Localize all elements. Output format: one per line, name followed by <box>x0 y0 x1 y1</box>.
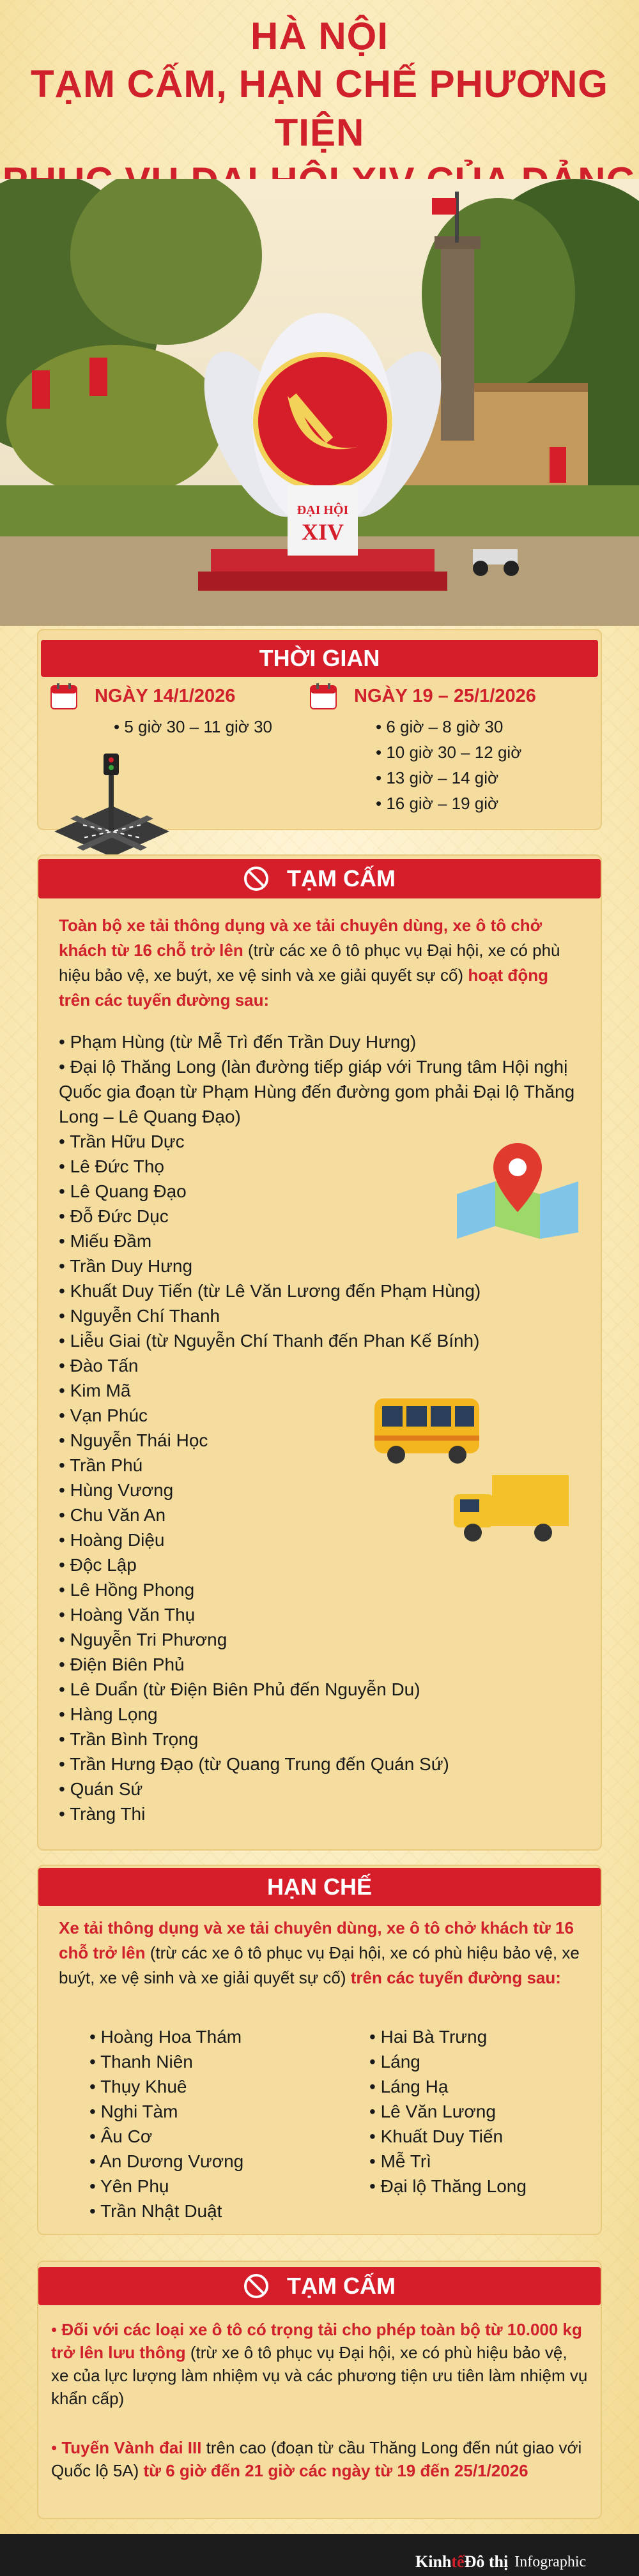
street-name: Trần Hữu Dực <box>70 1132 185 1151</box>
street-name: Lê Hồng Phong <box>70 1580 195 1600</box>
street-item <box>59 1353 583 1378</box>
map-pin-icon <box>450 1137 585 1239</box>
street-name: Hàng Lọng <box>70 1704 158 1724</box>
limit-intro-red-1: Xe tải thông dụng và xe tải chuyên dùng, xe ô tô chở khách <box>59 1918 529 1937</box>
calendar-icon <box>50 682 78 710</box>
street-name: Miếu Đầm <box>70 1231 152 1251</box>
ban2-item-2-red2: từ 6 giờ đến 21 giờ các ngày từ 19 đến 25/1/2026 <box>143 2461 528 2480</box>
emblem-text-1: ĐẠI HỘI <box>296 503 349 517</box>
time-item: • 5 giờ 30 – 11 giờ 30 <box>114 714 272 739</box>
title-line-1: HÀ NỘI <box>250 15 389 57</box>
street-item <box>59 1029 583 1054</box>
time-item: • 13 giờ – 14 giờ <box>376 765 521 791</box>
ban2-item-1-plain: (trừ xe ô tô phục vụ Đại hội, xe có phù hiệu bảo vệ, xe của lực lượng làm nhiệm vụ và các phương tiện ưu tiên làm nhiệm vụ khẩn cấp) <box>51 2343 588 2408</box>
street-item <box>59 1652 583 1677</box>
street-detail: (làn đường tiếp giáp với Trung tâm Hội nghị Quốc gia đoạn từ Phạm Hùng đến đường gom phải Đại lộ Thăng Long – Lê Quang Đạo) <box>59 1057 575 1126</box>
limit-street-item: • Thụy Khuê <box>89 2074 332 2099</box>
time-heading <box>41 640 598 677</box>
street-name: Trần Bình Trọng <box>70 1729 199 1749</box>
limit-street-item: • Yên Phụ <box>89 2174 332 2199</box>
limit-street-item: • Âu Cơ <box>89 2124 332 2149</box>
ban-intro-red-1: Toàn bộ xe tải thông dụng và xe tải chuyên dùng, xe ô tô chở <box>59 916 543 935</box>
street-name: Hùng Vương <box>70 1480 174 1500</box>
street-item <box>59 1777 583 1801</box>
limit-intro-red-3: trên <box>350 1968 382 1987</box>
street-item <box>59 1702 583 1727</box>
page-title <box>0 13 639 206</box>
street-name: Hoàng Văn Thụ <box>70 1605 196 1625</box>
left-time-list <box>114 714 272 739</box>
intersection-icon <box>51 748 173 857</box>
ban2-item-2-plain: trên cao (đoạn từ cầu Thăng Long đến nút giao với Quốc lộ 5A) <box>51 2438 582 2480</box>
street-item <box>59 1378 583 1403</box>
hero-photo <box>0 179 639 626</box>
street-item <box>59 1303 583 1328</box>
brand-logo: KinhtếĐô thị <box>415 2552 509 2571</box>
ban2-item-2: • Tuyến Vành đai III trên cao (đoạn từ cầu Thăng Long đến nút giao với Quốc lộ 5A) từ 6 giờ đến 21 giờ các ngày từ 19 đến 25/1/2026 <box>51 2438 582 2480</box>
limit-intro-plain: (trừ các xe ô tô phục vụ Đại hội, xe có phù hiệu bảo vệ, xe buýt, xe vệ sinh và xe giải quyết sự cố) <box>59 1943 580 1987</box>
no-entry-icon <box>243 866 269 891</box>
limit-street-item: • Láng Hạ <box>369 2074 587 2099</box>
limit-list-right <box>369 2024 587 2199</box>
no-entry-icon <box>243 2273 269 2299</box>
title-line-2: TẠM CẤM, HẠN CHẾ PHƯƠNG TIỆN <box>31 63 608 154</box>
street-name: Điện Biên Phủ <box>70 1655 185 1674</box>
limit-street-item: • Hai Bà Trưng <box>369 2024 587 2049</box>
street-name: Kim Mã <box>70 1381 131 1400</box>
street-detail: (từ Điện Biên Phủ đến Nguyễn Du) <box>137 1679 420 1699</box>
street-item <box>59 1801 583 1826</box>
limit-intro <box>59 1916 583 1990</box>
ban2-item-1-red: Đối với các loại xe ô tô có trọng tải cho phép toàn bộ từ 10.000 kg trở lên lưu thông <box>51 2320 582 2362</box>
limit-street-item: • Trần Nhật Duật <box>89 2199 332 2224</box>
ban-intro <box>59 913 583 1013</box>
street-detail: (từ Lê Văn Lương đến Phạm Hùng) <box>192 1281 481 1301</box>
street-item <box>59 1577 583 1602</box>
emblem-text-2: XIV <box>301 519 344 545</box>
street-item <box>59 1627 583 1652</box>
ban2-item-2-red: Tuyến Vành đai III <box>61 2438 202 2457</box>
right-date-text: NGÀY 19 – 25/1/2026 <box>354 685 536 706</box>
street-name: Tràng Thi <box>70 1804 146 1824</box>
ban-heading-text: TẠM CẤM <box>287 865 396 891</box>
ban-intro-red-2: khách từ 16 chỗ trở lên <box>59 941 243 960</box>
left-date-heading <box>50 682 235 710</box>
street-name: Đỗ Đức Dục <box>70 1206 169 1226</box>
limit-street-item: • Nghi Tàm <box>89 2099 332 2124</box>
street-detail: (từ Mễ Trì đến Trần Duy Hưng) <box>164 1032 417 1052</box>
street-detail: (từ Quang Trung đến Quán Sứ) <box>193 1754 449 1774</box>
street-item <box>59 1752 583 1777</box>
limit-street-item: • Hoàng Hoa Thám <box>89 2024 332 2049</box>
street-name: Trần Duy Hưng <box>70 1256 193 1276</box>
street-item <box>59 1677 583 1702</box>
calendar-icon <box>309 682 337 710</box>
time-item: • 16 giờ – 19 giờ <box>376 791 521 816</box>
street-item <box>59 1552 583 1577</box>
street-item <box>59 1328 583 1353</box>
street-name: Nguyễn Tri Phương <box>70 1630 227 1649</box>
street-item <box>59 1727 583 1752</box>
street-name: Quán Sứ <box>70 1779 143 1799</box>
limit-street-item: • Mễ Trì <box>369 2149 587 2174</box>
street-name: Liễu Giai <box>70 1331 141 1351</box>
brand-label: Infographic <box>514 2553 587 2570</box>
street-item <box>59 1428 583 1453</box>
street-name: Đại lộ Thăng Long <box>70 1057 216 1077</box>
street-name: Trần Hưng Đạo <box>70 1754 194 1774</box>
bus-icon <box>369 1391 484 1467</box>
ban2-heading-text: TẠM CẤM <box>287 2273 396 2299</box>
street-name: Đào Tấn <box>70 1356 139 1375</box>
street-name: Hoàng Diệu <box>70 1530 165 1550</box>
ban-heading <box>38 859 601 898</box>
limit-street-item: • Láng <box>369 2049 587 2074</box>
time-heading-text: THỜI GIAN <box>259 645 380 671</box>
limit-street-item: • An Dương Vương <box>89 2149 332 2174</box>
street-name: Độc Lập <box>70 1555 137 1575</box>
street-item <box>59 1054 583 1129</box>
right-time-list <box>376 714 521 816</box>
ban-intro-red-3: hoạt động trên các tuyến đường sau: <box>59 966 548 1010</box>
limit-street-item: • Đại lộ Thăng Long <box>369 2174 587 2199</box>
ban-intro-plain: (trừ các xe ô tô phục vụ Đại hội, xe có phù hiệu bảo vệ, xe buýt, xe vệ sinh và xe giải quyết sự cố) <box>59 941 560 985</box>
street-name: Lê Quang Đạo <box>70 1181 187 1201</box>
street-item <box>59 1403 583 1428</box>
time-item: • 6 giờ – 8 giờ 30 <box>376 714 521 739</box>
street-name: Vạn Phúc <box>70 1405 148 1425</box>
limit-list-left <box>89 2024 332 2224</box>
street-item <box>59 1602 583 1627</box>
street-name: Nguyễn Thái Học <box>70 1430 208 1450</box>
right-date-heading <box>309 682 536 710</box>
time-item: • 10 giờ 30 – 12 giờ <box>376 739 521 765</box>
limit-street-item: • Lê Văn Lương <box>369 2099 587 2124</box>
street-item <box>59 1278 583 1303</box>
limit-heading-text: HẠN CHẾ <box>266 1874 372 1900</box>
ban2-item-1: • Đối với các loại xe ô tô có trọng tải cho phép toàn bộ từ 10.000 kg trở lên lưu thông (trừ xe ô tô phục vụ Đại hội, xe có phù hiệu bảo vệ, xe của lực lượng làm nhiệm vụ và các phương tiện ưu tiên làm nhiệm vụ khẩn cấp) <box>51 2320 588 2408</box>
street-name: Lê Duẩn <box>70 1679 138 1699</box>
truck-icon <box>447 1469 575 1552</box>
street-item <box>59 1254 583 1278</box>
street-name: Khuất Duy Tiến <box>70 1281 193 1301</box>
limit-intro-red-4: các tuyến đường sau: <box>387 1968 561 1987</box>
left-date-text: NGÀY 14/1/2026 <box>95 685 236 706</box>
footer-brand <box>415 2548 639 2576</box>
ban2-heading <box>38 2267 601 2305</box>
street-name: Trần Phú <box>70 1455 143 1475</box>
street-detail: (từ Nguyễn Chí Thanh đến Phan Kế Bính) <box>141 1331 480 1351</box>
limit-street-item: • Khuất Duy Tiến <box>369 2124 587 2149</box>
limit-intro-red-2: từ 16 chỗ trở lên <box>59 1918 574 1962</box>
limit-street-item: • Thanh Niên <box>89 2049 332 2074</box>
street-name: Lê Đức Thọ <box>70 1156 165 1176</box>
street-name: Chu Văn An <box>70 1505 166 1525</box>
street-name: Phạm Hùng <box>70 1032 165 1052</box>
street-name: Nguyễn Chí Thanh <box>70 1306 220 1326</box>
limit-heading <box>38 1868 601 1906</box>
